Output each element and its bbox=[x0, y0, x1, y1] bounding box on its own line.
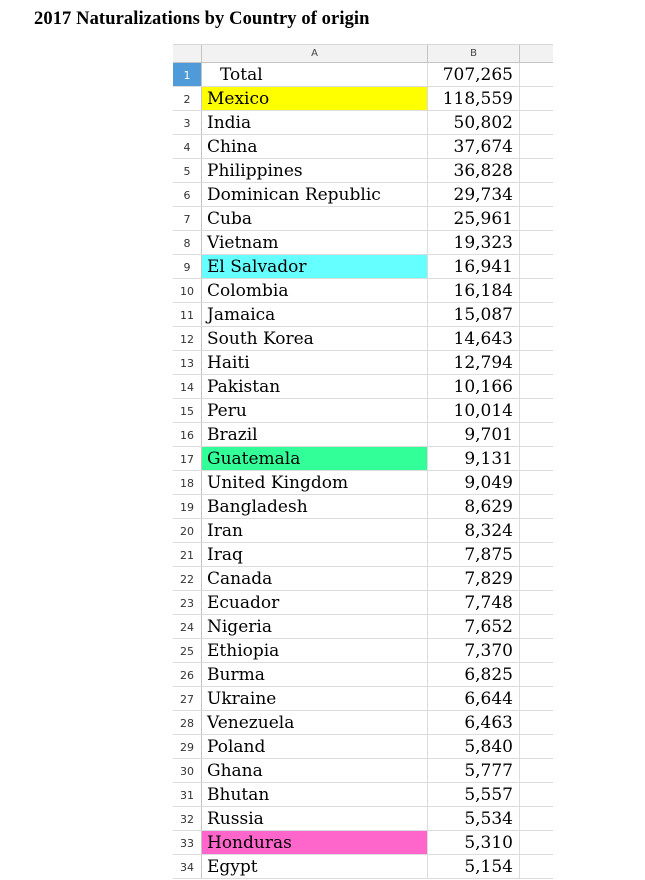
row-header[interactable]: 13 bbox=[173, 351, 202, 374]
cell-country[interactable]: South Korea bbox=[202, 327, 428, 350]
cell-country[interactable]: Burma bbox=[202, 663, 428, 686]
column-header-b[interactable]: B bbox=[428, 45, 520, 62]
row-header[interactable]: 9 bbox=[173, 255, 202, 278]
cell-value[interactable]: 12,794 bbox=[428, 351, 520, 374]
cell-country[interactable]: Bhutan bbox=[202, 783, 428, 806]
cell-country[interactable]: Bangladesh bbox=[202, 495, 428, 518]
cell-empty[interactable] bbox=[520, 759, 553, 782]
row-header[interactable]: 20 bbox=[173, 519, 202, 542]
cell-empty[interactable] bbox=[520, 183, 553, 206]
table-row bbox=[173, 87, 553, 111]
table-row bbox=[173, 303, 553, 327]
cell-country[interactable]: El Salvador bbox=[202, 255, 428, 278]
spreadsheet bbox=[173, 44, 553, 879]
cell-value[interactable]: 6,825 bbox=[428, 663, 520, 686]
cell-empty[interactable] bbox=[520, 327, 553, 350]
row-header[interactable]: 21 bbox=[173, 543, 202, 566]
cell-value[interactable]: 7,370 bbox=[428, 639, 520, 662]
table-row bbox=[173, 519, 553, 543]
cell-empty[interactable] bbox=[520, 567, 553, 590]
cell-country[interactable]: Pakistan bbox=[202, 375, 428, 398]
table-row bbox=[173, 159, 553, 183]
row-header[interactable]: 16 bbox=[173, 423, 202, 446]
table-row bbox=[173, 711, 553, 735]
cell-value[interactable]: 10,014 bbox=[428, 399, 520, 422]
cell-value[interactable]: 5,154 bbox=[428, 855, 520, 878]
cell-country[interactable]: India bbox=[202, 111, 428, 134]
cell-country[interactable]: Vietnam bbox=[202, 231, 428, 254]
cell-country[interactable]: Ghana bbox=[202, 759, 428, 782]
cell-empty[interactable] bbox=[520, 87, 553, 110]
cell-country[interactable]: Philippines bbox=[202, 159, 428, 182]
cell-value[interactable]: 15,087 bbox=[428, 303, 520, 326]
cell-empty[interactable] bbox=[520, 591, 553, 614]
table-row bbox=[173, 663, 553, 687]
cell-value[interactable]: 5,777 bbox=[428, 759, 520, 782]
cell-value[interactable]: 14,643 bbox=[428, 327, 520, 350]
cell-value[interactable]: 36,828 bbox=[428, 159, 520, 182]
row-header[interactable]: 24 bbox=[173, 615, 202, 638]
cell-value[interactable]: 8,629 bbox=[428, 495, 520, 518]
table-row bbox=[173, 807, 553, 831]
cell-empty[interactable] bbox=[520, 639, 553, 662]
select-all-corner[interactable] bbox=[173, 45, 202, 62]
cell-empty[interactable] bbox=[520, 231, 553, 254]
cell-value[interactable]: 9,131 bbox=[428, 447, 520, 470]
table-row bbox=[173, 447, 553, 471]
cell-empty[interactable] bbox=[520, 447, 553, 470]
cell-empty[interactable] bbox=[520, 255, 553, 278]
cell-empty[interactable] bbox=[520, 831, 553, 854]
cell-value[interactable]: 6,463 bbox=[428, 711, 520, 734]
cell-country[interactable]: Haiti bbox=[202, 351, 428, 374]
cell-value[interactable]: 37,674 bbox=[428, 135, 520, 158]
row-header[interactable]: 2 bbox=[173, 87, 202, 110]
row-header[interactable]: 18 bbox=[173, 471, 202, 494]
cell-empty[interactable] bbox=[520, 423, 553, 446]
row-header[interactable]: 5 bbox=[173, 159, 202, 182]
row-header[interactable]: 30 bbox=[173, 759, 202, 782]
table-row bbox=[173, 183, 553, 207]
row-header[interactable]: 31 bbox=[173, 783, 202, 806]
cell-empty[interactable] bbox=[520, 303, 553, 326]
table-row bbox=[173, 687, 553, 711]
cell-value[interactable]: 29,734 bbox=[428, 183, 520, 206]
table-row bbox=[173, 495, 553, 519]
cell-value[interactable]: 9,049 bbox=[428, 471, 520, 494]
row-header[interactable]: 19 bbox=[173, 495, 202, 518]
cell-empty[interactable] bbox=[520, 111, 553, 134]
row-header[interactable]: 22 bbox=[173, 567, 202, 590]
cell-country[interactable]: Canada bbox=[202, 567, 428, 590]
table-row bbox=[173, 543, 553, 567]
cell-country[interactable]: United Kingdom bbox=[202, 471, 428, 494]
table-row bbox=[173, 351, 553, 375]
cell-empty[interactable] bbox=[520, 135, 553, 158]
table-row bbox=[173, 279, 553, 303]
cell-empty[interactable] bbox=[520, 855, 553, 878]
row-header[interactable]: 34 bbox=[173, 855, 202, 878]
cell-value[interactable]: 7,652 bbox=[428, 615, 520, 638]
cell-value[interactable]: 19,323 bbox=[428, 231, 520, 254]
cell-country[interactable]: Colombia bbox=[202, 279, 428, 302]
row-header[interactable]: 33 bbox=[173, 831, 202, 854]
cell-empty[interactable] bbox=[520, 807, 553, 830]
cell-value[interactable]: 16,941 bbox=[428, 255, 520, 278]
cell-empty[interactable] bbox=[520, 279, 553, 302]
row-header[interactable]: 28 bbox=[173, 711, 202, 734]
cell-value[interactable]: 5,534 bbox=[428, 807, 520, 830]
cell-country[interactable]: Ukraine bbox=[202, 687, 428, 710]
sheet-rows bbox=[173, 63, 553, 879]
table-row bbox=[173, 111, 553, 135]
row-header[interactable]: 11 bbox=[173, 303, 202, 326]
cell-value[interactable]: 7,875 bbox=[428, 543, 520, 566]
cell-empty[interactable] bbox=[520, 399, 553, 422]
row-header[interactable]: 29 bbox=[173, 735, 202, 758]
row-header[interactable]: 1 bbox=[173, 63, 202, 86]
cell-empty[interactable] bbox=[520, 663, 553, 686]
table-row bbox=[173, 783, 553, 807]
cell-country[interactable]: Nigeria bbox=[202, 615, 428, 638]
cell-empty[interactable] bbox=[520, 159, 553, 182]
row-header[interactable]: 12 bbox=[173, 327, 202, 350]
row-header[interactable]: 10 bbox=[173, 279, 202, 302]
row-header[interactable]: 17 bbox=[173, 447, 202, 470]
cell-value[interactable]: 7,829 bbox=[428, 567, 520, 590]
cell-country[interactable]: Iran bbox=[202, 519, 428, 542]
cell-value[interactable]: 10,166 bbox=[428, 375, 520, 398]
cell-country[interactable]: China bbox=[202, 135, 428, 158]
cell-empty[interactable] bbox=[520, 471, 553, 494]
table-row bbox=[173, 567, 553, 591]
cell-country[interactable]: Russia bbox=[202, 807, 428, 830]
cell-country[interactable]: Peru bbox=[202, 399, 428, 422]
cell-country[interactable]: Honduras bbox=[202, 831, 428, 854]
cell-country[interactable]: Ethiopia bbox=[202, 639, 428, 662]
cell-empty[interactable] bbox=[520, 783, 553, 806]
cell-empty[interactable] bbox=[520, 543, 553, 566]
cell-value[interactable]: 5,840 bbox=[428, 735, 520, 758]
table-row bbox=[173, 375, 553, 399]
cell-country[interactable]: Jamaica bbox=[202, 303, 428, 326]
column-header-a[interactable]: A bbox=[202, 45, 428, 62]
table-row bbox=[173, 423, 553, 447]
cell-value[interactable]: 118,559 bbox=[428, 87, 520, 110]
table-row bbox=[173, 855, 553, 879]
table-row bbox=[173, 135, 553, 159]
cell-value[interactable]: 9,701 bbox=[428, 423, 520, 446]
cell-empty[interactable] bbox=[520, 711, 553, 734]
cell-empty[interactable] bbox=[520, 495, 553, 518]
table-row bbox=[173, 255, 553, 279]
cell-country[interactable]: Venezuela bbox=[202, 711, 428, 734]
table-row bbox=[173, 615, 553, 639]
cell-country[interactable]: Iraq bbox=[202, 543, 428, 566]
row-header[interactable]: 14 bbox=[173, 375, 202, 398]
cell-empty[interactable] bbox=[520, 63, 553, 86]
cell-country[interactable]: Poland bbox=[202, 735, 428, 758]
cell-value[interactable]: 5,310 bbox=[428, 831, 520, 854]
row-header[interactable]: 15 bbox=[173, 399, 202, 422]
row-header[interactable]: 3 bbox=[173, 111, 202, 134]
table-row bbox=[173, 327, 553, 351]
table-row bbox=[173, 63, 553, 87]
cell-empty[interactable] bbox=[520, 687, 553, 710]
cell-value[interactable]: 7,748 bbox=[428, 591, 520, 614]
cell-country[interactable]: Brazil bbox=[202, 423, 428, 446]
cell-value[interactable]: 6,644 bbox=[428, 687, 520, 710]
table-row bbox=[173, 207, 553, 231]
cell-country[interactable]: Total bbox=[202, 63, 428, 86]
cell-empty[interactable] bbox=[520, 207, 553, 230]
table-row bbox=[173, 231, 553, 255]
cell-country[interactable]: Ecuador bbox=[202, 591, 428, 614]
cell-country[interactable]: Dominican Republic bbox=[202, 183, 428, 206]
cell-value[interactable]: 707,265 bbox=[428, 63, 520, 86]
row-header[interactable]: 23 bbox=[173, 591, 202, 614]
document-title: 2017 Naturalizations by Country of origin bbox=[34, 9, 370, 29]
column-header-row bbox=[173, 44, 553, 63]
cell-country[interactable]: Guatemala bbox=[202, 447, 428, 470]
table-row bbox=[173, 831, 553, 855]
row-header[interactable]: 4 bbox=[173, 135, 202, 158]
cell-country[interactable]: Egypt bbox=[202, 855, 428, 878]
row-header[interactable]: 8 bbox=[173, 231, 202, 254]
table-row bbox=[173, 735, 553, 759]
row-header[interactable]: 26 bbox=[173, 663, 202, 686]
cell-empty[interactable] bbox=[520, 351, 553, 374]
cell-value[interactable]: 25,961 bbox=[428, 207, 520, 230]
cell-value[interactable]: 8,324 bbox=[428, 519, 520, 542]
row-header[interactable]: 7 bbox=[173, 207, 202, 230]
column-header-c[interactable] bbox=[520, 45, 553, 62]
row-header[interactable]: 25 bbox=[173, 639, 202, 662]
cell-empty[interactable] bbox=[520, 735, 553, 758]
cell-empty[interactable] bbox=[520, 615, 553, 638]
row-header[interactable]: 6 bbox=[173, 183, 202, 206]
cell-empty[interactable] bbox=[520, 519, 553, 542]
row-header[interactable]: 27 bbox=[173, 687, 202, 710]
cell-value[interactable]: 5,557 bbox=[428, 783, 520, 806]
cell-value[interactable]: 50,802 bbox=[428, 111, 520, 134]
table-row bbox=[173, 639, 553, 663]
table-row bbox=[173, 471, 553, 495]
cell-country[interactable]: Cuba bbox=[202, 207, 428, 230]
table-row bbox=[173, 399, 553, 423]
cell-value[interactable]: 16,184 bbox=[428, 279, 520, 302]
cell-country[interactable]: Mexico bbox=[202, 87, 428, 110]
cell-empty[interactable] bbox=[520, 375, 553, 398]
table-row bbox=[173, 759, 553, 783]
row-header[interactable]: 32 bbox=[173, 807, 202, 830]
table-row bbox=[173, 591, 553, 615]
